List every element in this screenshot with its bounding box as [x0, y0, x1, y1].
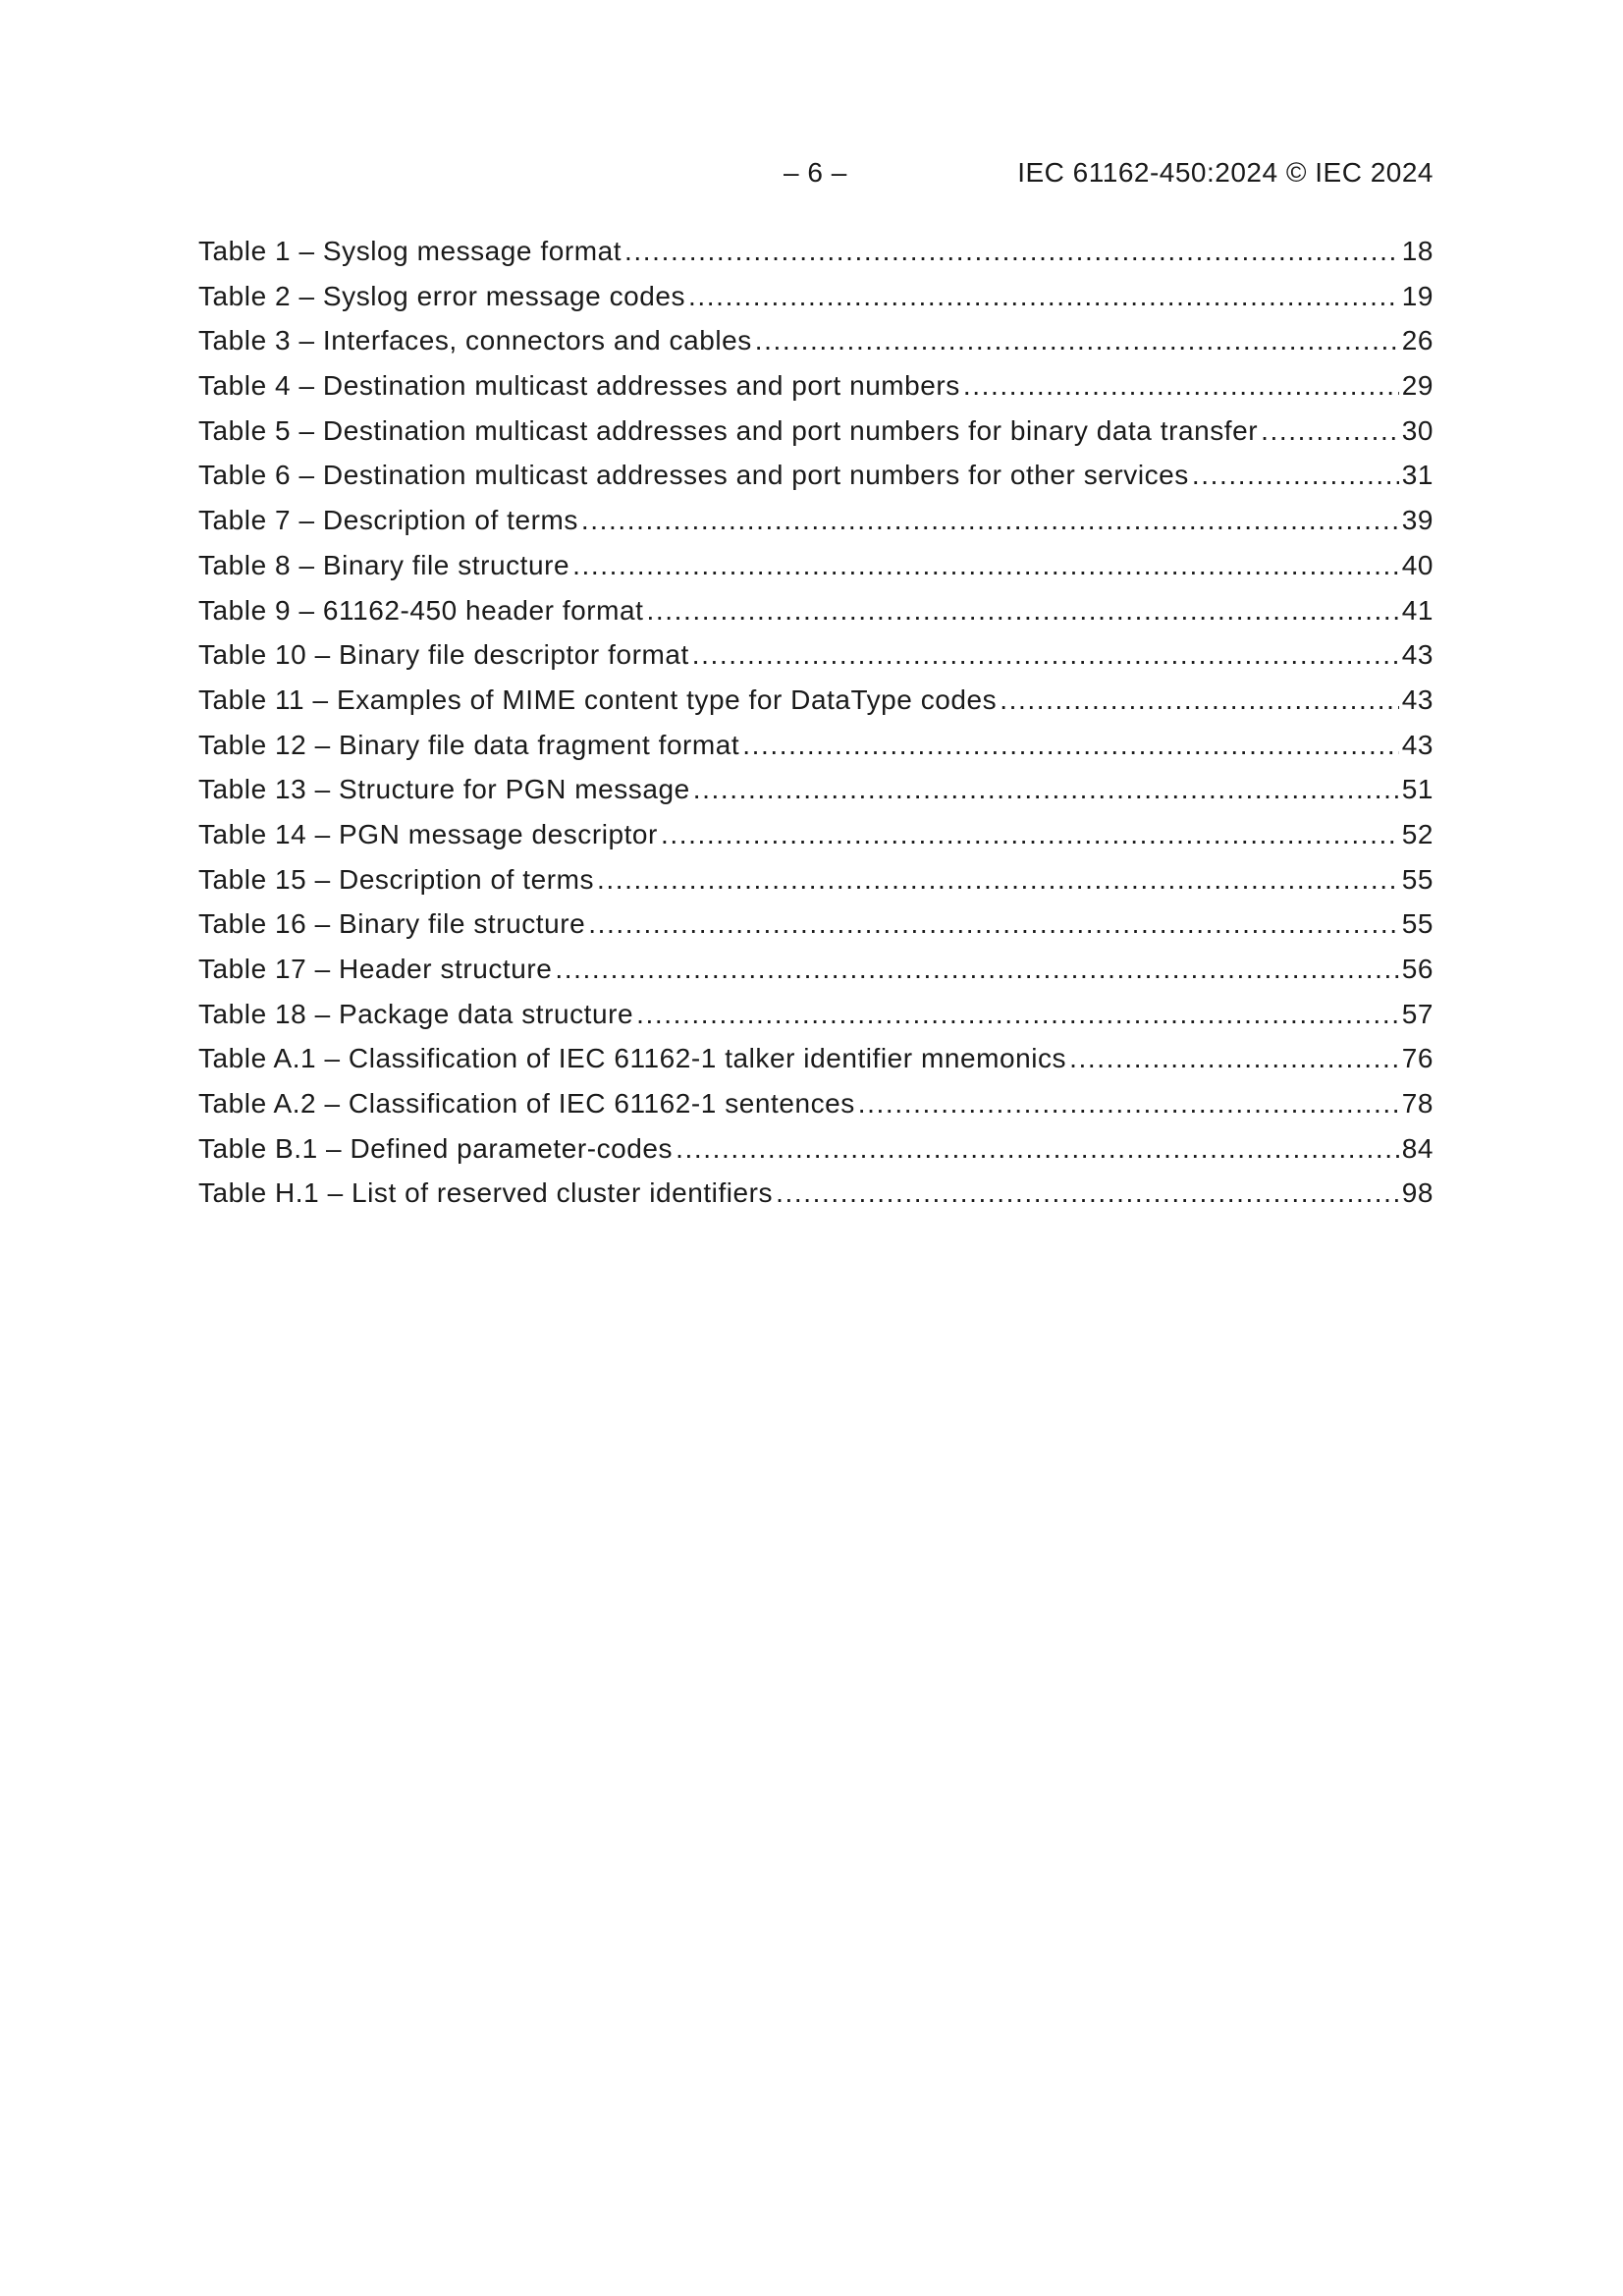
dot-leader: [693, 774, 1399, 805]
dot-leader: [755, 325, 1399, 356]
toc-entry-page-number: 57: [1401, 998, 1434, 1029]
dot-leader: [676, 1133, 1399, 1165]
toc-entry-title: Table 3 – Interfaces, connectors and cables: [198, 325, 752, 356]
toc-entry-page-number: 43: [1401, 683, 1434, 715]
toc-entry-title: Table 11 – Examples of MIME content type for DataType codes: [198, 683, 998, 715]
toc-entry[interactable]: [198, 370, 1434, 415]
toc-entry-title: Table 4 – Destination multicast addresses and port numbers: [198, 370, 960, 402]
dot-leader: [1192, 460, 1399, 491]
toc-entry[interactable]: [198, 954, 1434, 999]
toc-entry-title: Table 5 – Destination multicast addresses and port numbers for binary data transfer: [198, 414, 1259, 446]
toc-entry-page-number: 43: [1401, 729, 1434, 760]
toc-entry-page-number: 18: [1401, 236, 1434, 266]
toc-entry[interactable]: [198, 1133, 1434, 1178]
toc-entry-page-number: 26: [1401, 325, 1434, 356]
toc-entry-page-number: 76: [1401, 1043, 1434, 1074]
dot-leader: [1000, 684, 1399, 716]
toc-entry-title: Table 2 – Syslog error message codes: [198, 280, 686, 311]
dot-leader: [597, 864, 1399, 896]
toc-entry[interactable]: [198, 908, 1434, 954]
toc-entry-title: Table A.1 – Classification of IEC 61162-1 talker identifier mnemonics: [198, 1043, 1067, 1074]
toc-entry-title: Table 7 – Description of terms: [198, 505, 578, 536]
toc-entry[interactable]: [198, 864, 1434, 909]
toc-entry-title: Table 17 – Header structure: [198, 954, 553, 984]
toc-entry[interactable]: [198, 325, 1434, 370]
toc-entry[interactable]: [198, 505, 1434, 550]
toc-entry[interactable]: [198, 595, 1434, 640]
toc-entry-page-number: 40: [1401, 549, 1434, 580]
toc-entry-page-number: 98: [1401, 1177, 1434, 1209]
dot-leader: [588, 908, 1399, 940]
document-reference: IEC 61162-450:2024 © IEC 2024: [1017, 157, 1434, 188]
dot-leader: [581, 505, 1399, 536]
dot-leader: [742, 730, 1398, 761]
dot-leader: [963, 370, 1399, 402]
toc-entry[interactable]: [198, 550, 1434, 595]
dot-leader: [555, 954, 1398, 985]
toc-entry-title: Table 10 – Binary file descriptor format: [198, 639, 689, 671]
toc-entry-title: Table 16 – Binary file structure: [198, 908, 586, 940]
toc-entry-page-number: 19: [1401, 280, 1434, 311]
toc-entry-page-number: 56: [1401, 954, 1434, 984]
toc-entry-title: Table A.2 – Classification of IEC 61162-1 sentences: [198, 1088, 855, 1120]
toc-entry-page-number: 84: [1401, 1132, 1434, 1164]
toc-entry-title: Table B.1 – Defined parameter-codes: [198, 1132, 674, 1164]
toc-entry-title: Table 14 – PGN message descriptor: [198, 818, 658, 849]
dot-leader: [647, 595, 1399, 627]
toc-entry-title: Table 15 – Description of terms: [198, 863, 595, 895]
dot-leader: [688, 281, 1399, 312]
toc-entry-title: Table 1 – Syslog message format: [198, 236, 622, 266]
toc-entry[interactable]: [198, 236, 1434, 281]
toc-entry-page-number: 43: [1401, 639, 1434, 671]
toc-entry-page-number: 55: [1401, 908, 1434, 940]
toc-entry-page-number: 55: [1401, 863, 1434, 895]
toc-entry-page-number: 52: [1401, 818, 1434, 849]
toc-entry[interactable]: [198, 684, 1434, 730]
dot-leader: [776, 1177, 1399, 1209]
list-of-tables: [198, 236, 1434, 1223]
toc-entry[interactable]: [198, 460, 1434, 505]
toc-entry-title: Table 13 – Structure for PGN message: [198, 774, 690, 805]
toc-entry[interactable]: [198, 1177, 1434, 1223]
toc-entry-title: Table 8 – Binary file structure: [198, 549, 570, 580]
toc-entry-page-number: 41: [1401, 594, 1434, 626]
dot-leader: [858, 1088, 1399, 1120]
dot-leader: [636, 999, 1399, 1030]
toc-entry-title: Table H.1 – List of reserved cluster identifiers: [198, 1177, 774, 1209]
dot-leader: [692, 639, 1399, 671]
toc-entry[interactable]: [198, 730, 1434, 775]
page-header: [0, 157, 1623, 196]
toc-entry[interactable]: [198, 415, 1434, 461]
toc-entry[interactable]: [198, 999, 1434, 1044]
toc-entry[interactable]: [198, 774, 1434, 819]
dot-leader: [572, 550, 1399, 581]
dot-leader: [1261, 415, 1399, 447]
dot-leader: [1069, 1043, 1399, 1074]
toc-entry-title: Table 12 – Binary file data fragment format: [198, 729, 740, 760]
toc-entry[interactable]: [198, 1088, 1434, 1133]
toc-entry[interactable]: [198, 281, 1434, 326]
toc-entry[interactable]: [198, 1043, 1434, 1088]
dot-leader: [624, 236, 1399, 267]
toc-entry-page-number: 78: [1401, 1088, 1434, 1120]
toc-entry[interactable]: [198, 639, 1434, 684]
page-number: – 6 –: [784, 157, 847, 188]
toc-entry-title: Table 18 – Package data structure: [198, 998, 634, 1029]
dot-leader: [661, 819, 1399, 850]
toc-entry-page-number: 31: [1401, 460, 1434, 491]
toc-entry-page-number: 29: [1401, 370, 1434, 402]
toc-entry-title: Table 9 – 61162-450 header format: [198, 594, 644, 626]
toc-entry[interactable]: [198, 819, 1434, 864]
toc-entry-page-number: 39: [1401, 505, 1434, 536]
toc-entry-page-number: 51: [1401, 774, 1434, 805]
toc-entry-page-number: 30: [1401, 414, 1434, 446]
toc-entry-title: Table 6 – Destination multicast addresses and port numbers for other services: [198, 460, 1189, 491]
